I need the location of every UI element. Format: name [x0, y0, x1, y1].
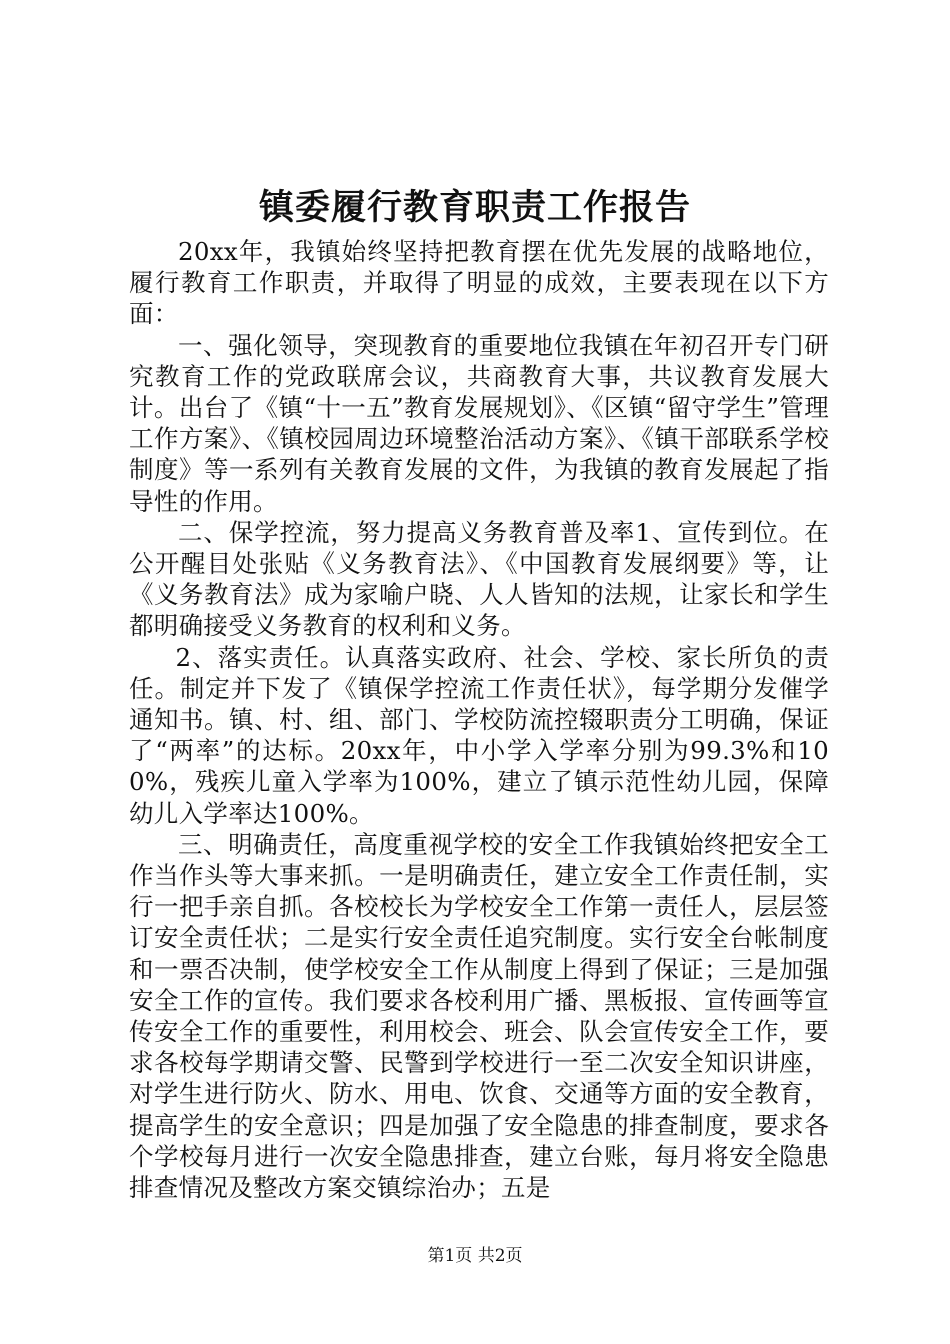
document-body: [129, 236, 829, 1203]
paragraph-section-2-item-2: 2、落实责任。认真落实政府、社会、学校、家长所负的责任。制定并下发了《镇保学控流工作责任状》，每学期分发催学通知书。镇、村、组、部门、学校防流控辍职责分工明确，保证了“两率”的达标。20xx年，中小学入学率分别为99.3%和100%，残疾儿童入学率为100%，建立了镇示范性幼儿园，保障幼儿入学率达100%。: [129, 642, 829, 828]
paragraph-section-3: 三、明确责任，高度重视学校的安全工作我镇始终把安全工作当作头等大事来抓。一是明确责任，建立安全工作责任制，实行一把手亲自抓。各校校长为学校安全工作第一责任人，层层签订安全责任状；二是实行安全责任追究制度。实行安全台帐制度和一票否决制，使学校安全工作从制度上得到了保证；三是加强安全工作的宣传。我们要求各校利用广播、黑板报、宣传画等宣传安全工作的重要性，利用校会、班会、队会宣传安全工作，要求各校每学期请交警、民警到学校进行一至二次安全知识讲座，对学生进行防火、防水、用电、饮食、交通等方面的安全教育，提高学生的安全意识；四是加强了安全隐患的排查制度，要求各个学校每月进行一次安全隐患排查，建立台账，每月将安全隐患排查情况及整改方案交镇综治办；五是: [129, 829, 829, 1203]
paragraph-intro: 20xx年，我镇始终坚持把教育摆在优先发展的战略地位，履行教育工作职责，并取得了明显的成效，主要表现在以下方面：: [129, 237, 829, 329]
page-number: 第1页 共2页: [427, 1246, 523, 1266]
paragraph-section-1: 一、强化领导，突现教育的重要地位我镇在年初召开专门研究教育工作的党政联席会议，共商教育大事，共议教育发展大计。出台了《镇“十一五”教育发展规划》、《区镇“留守学生”管理工作方案》、《镇校园周边环境整治活动方案》、《镇干部联系学校制度》等一系列有关教育发展的文件，为我镇的教育发展起了指导性的作用。: [129, 330, 829, 516]
document-title: 镇委履行教育职责工作报告: [258, 187, 691, 228]
paragraph-section-2: 二、保学控流，努力提高义务教育普及率1、宣传到位。在公开醒目处张贴《义务教育法》、《中国教育发展纲要》等，让《义务教育法》成为家喻户晓、人人皆知的法规，让家长和学生都明确接受义务教育的权利和义务。: [129, 517, 829, 641]
